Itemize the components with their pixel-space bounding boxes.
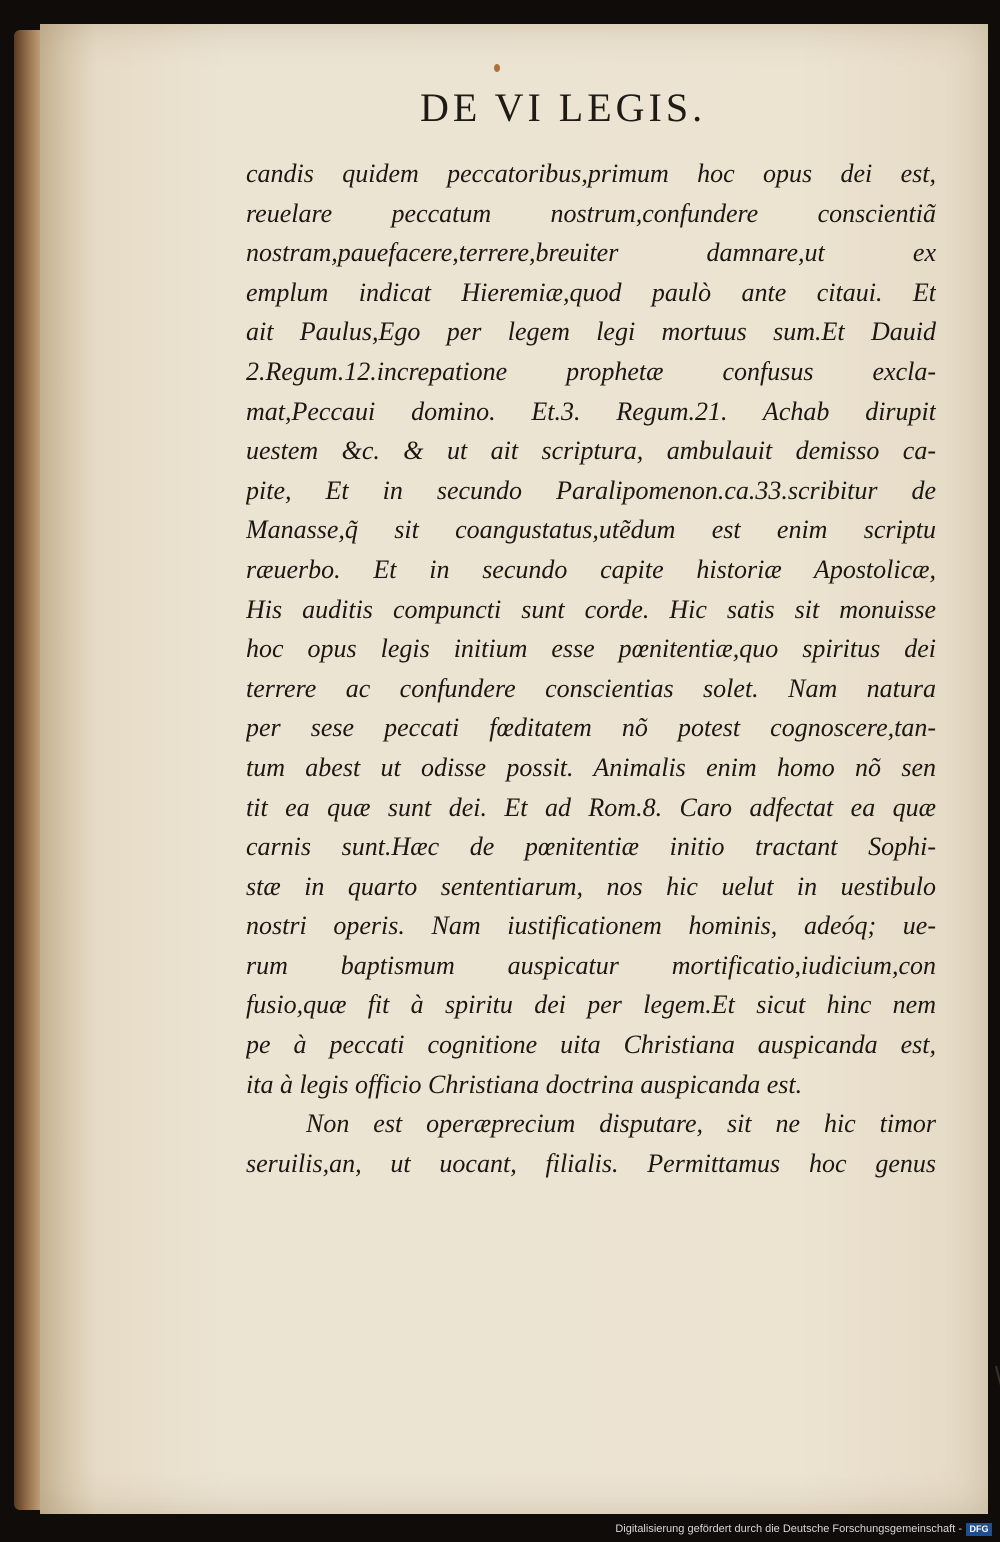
text-line: fusio,quæ fit à spiritu dei per legem.Et sicut hinc nem xyxy=(246,990,936,1020)
text-line: terrere ac confundere conscientias solet. Nam natura xyxy=(246,673,936,703)
text-line: pe à peccati cognitione uita Christiana auspicanda est, xyxy=(246,1030,936,1060)
running-head: DE VI LEGIS. xyxy=(420,85,707,130)
text-line: ait Paulus,Ego per legem legi mortuus sum.Et Dauid xyxy=(246,317,936,347)
text-line: pite, Et in secundo Paralipomenon.ca.33.scribitur de xyxy=(246,475,936,505)
text-line: ræuerbo. Et in secundo capite historiæ Apostolicæ, xyxy=(246,554,936,584)
text-line: His auditis compuncti sunt corde. Hic satis sit monuisse xyxy=(246,594,936,624)
text-line: carnis sunt.Hæc de pœnitentiæ initio tractant Sophi- xyxy=(246,832,936,862)
dfg-logo: DFG xyxy=(966,1523,992,1536)
text-line: Manasse,q̃ sit coangustatus,utẽdum est enim scriptu xyxy=(246,515,936,545)
text-line: nostram,pauefacere,terrere,breuiter damnare,ut ex xyxy=(246,238,936,268)
text-line-paragraph-start: Non est operæprecium disputare, sit ne hic timor xyxy=(306,1109,936,1139)
text-line: nostri operis. Nam iustificationem hominis, adeóq; ue- xyxy=(246,911,936,941)
text-line: mat,Peccaui domino. Et.3. Regum.21. Achab dirupit xyxy=(246,396,936,426)
text-line: per sese peccati fœditatem nõ potest cognoscere,tan- xyxy=(246,713,936,743)
text-line: rum baptismum auspicatur mortificatio,iudicium,con xyxy=(246,950,936,980)
text-line: stæ in quarto sententiarum, nos hic uelut in uestibulo xyxy=(246,871,936,901)
text-line: ita à legis officio Christiana doctrina auspicanda est. xyxy=(246,1069,803,1099)
text-line: seruilis,an, ut uocant, filialis. Permittamus hoc genus xyxy=(246,1148,936,1178)
text-line: tit ea quæ sunt dei. Et ad Rom.8. Caro adfectat ea quæ xyxy=(246,792,936,822)
text-line: tum abest ut odisse possit. Animalis enim homo nõ sen xyxy=(246,752,936,782)
ink-stain xyxy=(494,64,500,72)
text-line: uestem &c. & ut ait scriptura, ambulauit demisso ca- xyxy=(246,436,936,466)
text-line: emplum indicat Hieremiæ,quod paulò ante citaui. Et xyxy=(246,277,936,307)
text-line: reuelare peccatum nostrum,confundere conscientiã xyxy=(246,198,936,228)
digitization-credit xyxy=(615,1520,992,1538)
text-line: hoc opus legis initium esse pœnitentiæ,quo spiritus dei xyxy=(246,634,936,664)
credit-text: Digitalisierung gefördert durch die Deutsche Forschungsgemeinschaft - xyxy=(615,1523,962,1535)
pencil-mark xyxy=(992,1362,1000,1452)
body-text xyxy=(246,154,936,1183)
text-line: 2.Regum.12.increpatione prophetæ confusus excla- xyxy=(246,356,936,386)
text-line: candis quidem peccatoribus,primum hoc opus dei est, xyxy=(246,159,936,188)
